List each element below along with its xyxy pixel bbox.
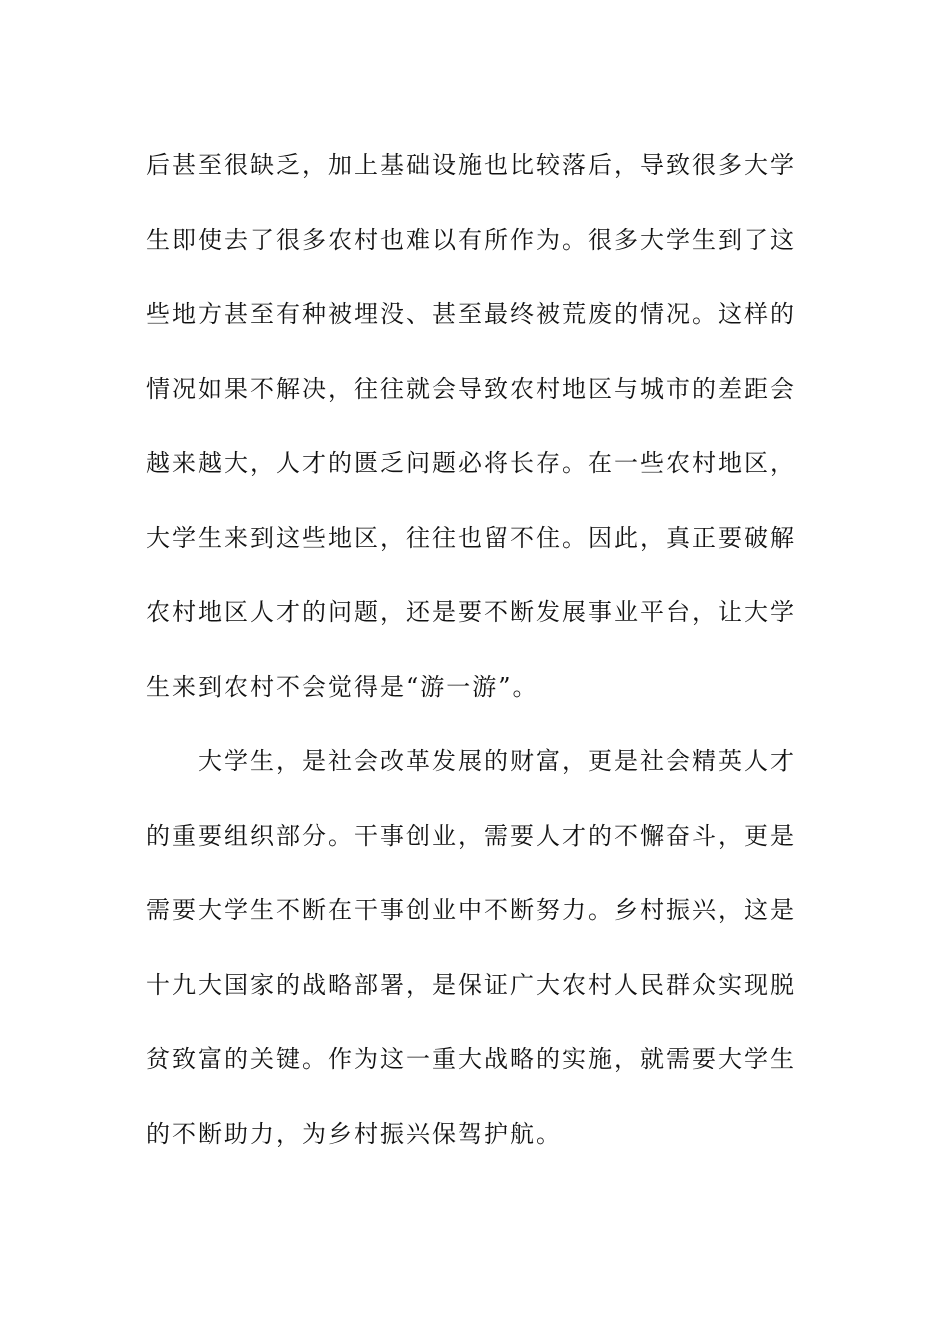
text-line: 十九大国家的战略部署，是保证广大农村人民群众实现脱 <box>146 970 796 999</box>
text-line: 越来越大，人才的匮乏问题必将长存。在一些农村地区， <box>146 449 796 477</box>
text-line: 的重要组织部分。干事创业，需要人才的不懈奋斗，更是 <box>146 821 796 850</box>
text-line: 生来到农村不会觉得是“游一游”。 <box>146 672 539 701</box>
text-line: 的不断助力，为乡村振兴保驾护航。 <box>146 1119 562 1148</box>
text-line: 大学生来到这些地区，往往也留不住。因此，真正要破解 <box>146 523 796 552</box>
text-line: 生即使去了很多农村也难以有所作为。很多大学生到了这 <box>146 225 796 254</box>
text-line: 些地方甚至有种被埋没、甚至最终被荒废的情况。这样的 <box>146 300 796 328</box>
text-line: 需要大学生不断在干事创业中不断努力。乡村振兴，这是 <box>146 896 796 924</box>
text-line: 农村地区人才的问题，还是要不断发展事业平台，让大学 <box>146 598 796 626</box>
text-line: 后甚至很缺乏，加上基础设施也比较落后，导致很多大学 <box>146 151 796 179</box>
text-line: 贫致富的关键。作为这一重大战略的实施，就需要大学生 <box>146 1045 796 1073</box>
text-line: 情况如果不解决，往往就会导致农村地区与城市的差距会 <box>146 374 796 403</box>
paragraph-start-line: 大学生，是社会改革发展的财富，更是社会精英人才 <box>198 747 796 775</box>
body-text <box>146 128 796 1171</box>
